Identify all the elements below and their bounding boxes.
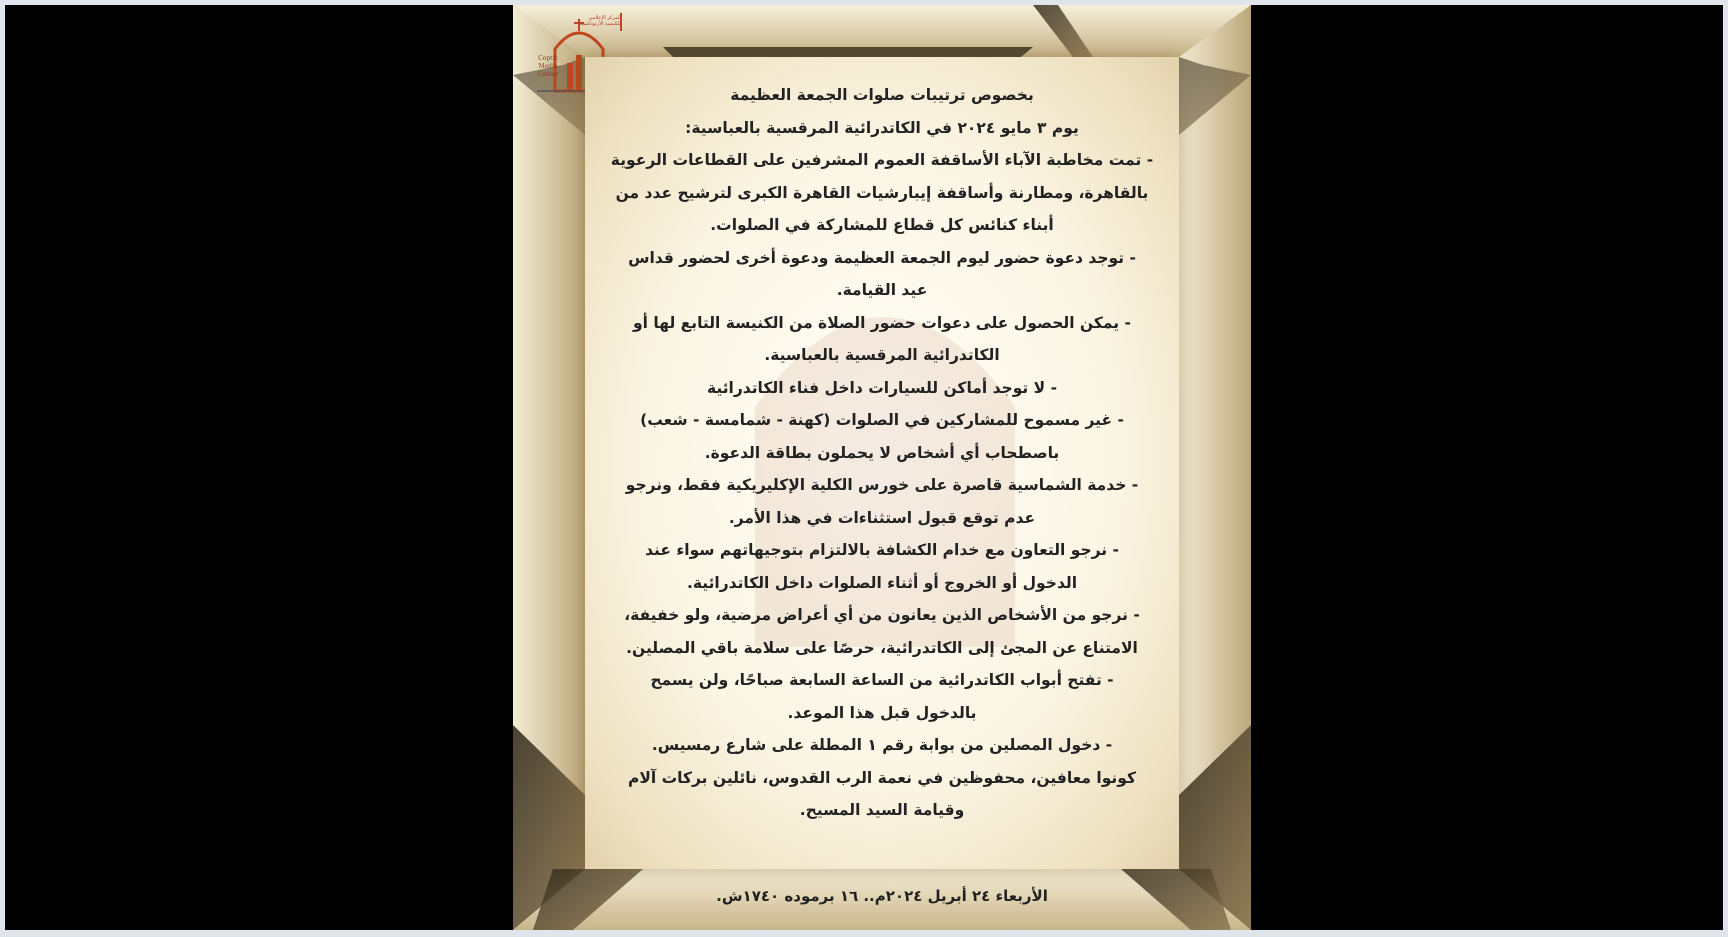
text-line: - تفتح أبواب الكاتدرائية من الساعة السابعة صباحًا، ولن يسمح [650,671,1114,689]
announcement-title: بخصوص ترتيبات صلوات الجمعة العظيمة [730,86,1034,104]
footer-date: الأربعاء ٢٤ أبريل ٢٠٢٤م.. ١٦ برموده ١٧٤٠ش. [716,887,1048,905]
closing-line: وقيامة السيد المسيح. [799,801,965,819]
text-line: - غير مسموح للمشاركين في الصلوات (كهنة - شمامسة - شعب) [640,411,1124,429]
announcement-sheet [585,57,1179,869]
text-line: عيد القيامة. [836,281,928,299]
closing-line: كونوا معافين، محفوظين في نعمة الرب القدوس، نائلين بركات آلام [628,768,1136,787]
text-line: - خدمة الشماسية قاصرة على خورس الكلية الإكليريكية فقط، ونرجو [625,476,1139,494]
text-line: الكاتدرائية المرقسية بالعباسية. [764,346,1000,364]
text-line: عدم توقع قبول استثناءات في هذا الأمر. [728,508,1036,527]
text-line: - نرجو من الأشخاص الذين يعانون من أي أعراض مرضية، ولو خفيفة، [624,606,1140,624]
logo-english-name: Coptic Media Center [537,55,559,78]
text-line: - نرجو التعاون مع خدام الكشافة بالالتزام بتوجيهاتهم سواء عند [645,541,1119,559]
text-line: بالقاهرة، ومطارنة وأساقفة إيبارشيات القاهرة الكبرى لترشيح عدد من [615,183,1149,202]
text-line: - لا توجد أماكن للسيارات داخل فناء الكاتدرائية [707,378,1057,397]
text-line: أبناء كنائس كل قطاع للمشاركة في الصلوات. [710,216,1054,234]
text-line: الامتناع عن المجئ إلى الكاتدرائية، حرصًا على سلامة باقي المصلين. [626,638,1138,657]
announcement-subtitle: يوم ٣ مايو ٢٠٢٤ في الكاتدرائية المرقسية بالعباسية: [685,118,1079,137]
text-line: بالدخول قبل هذا الموعد. [787,703,977,722]
text-line: - تمت مخاطبة الآباء الأساقفة العموم المشرفين على القطاعات الرعوية [610,151,1154,169]
text-line: - توجد دعوة حضور ليوم الجمعة العظيمة ودعوة أخرى لحضور قداس [628,248,1136,267]
announcement-text [605,79,1159,827]
text-line: - يمكن الحصول على دعوات حضور الصلاة من الكنيسة التابع لها أو [633,313,1131,332]
image-viewer-canvas [5,5,1723,930]
logo-arabic-name: المركز الإعلامي للكنيسة الأرثوذكسية [579,15,621,27]
announcement-poster [513,5,1251,930]
text-line: - دخول المصلين من بوابة رقم ١ المطلة على شارع رمسيس. [651,736,1113,754]
text-line: الدخول أو الخروج أو أثناء الصلوات داخل الكاتدرائية. [686,573,1078,592]
text-line: باصطحاب أي أشخاص لا يحملون بطاقة الدعوة. [704,443,1060,462]
